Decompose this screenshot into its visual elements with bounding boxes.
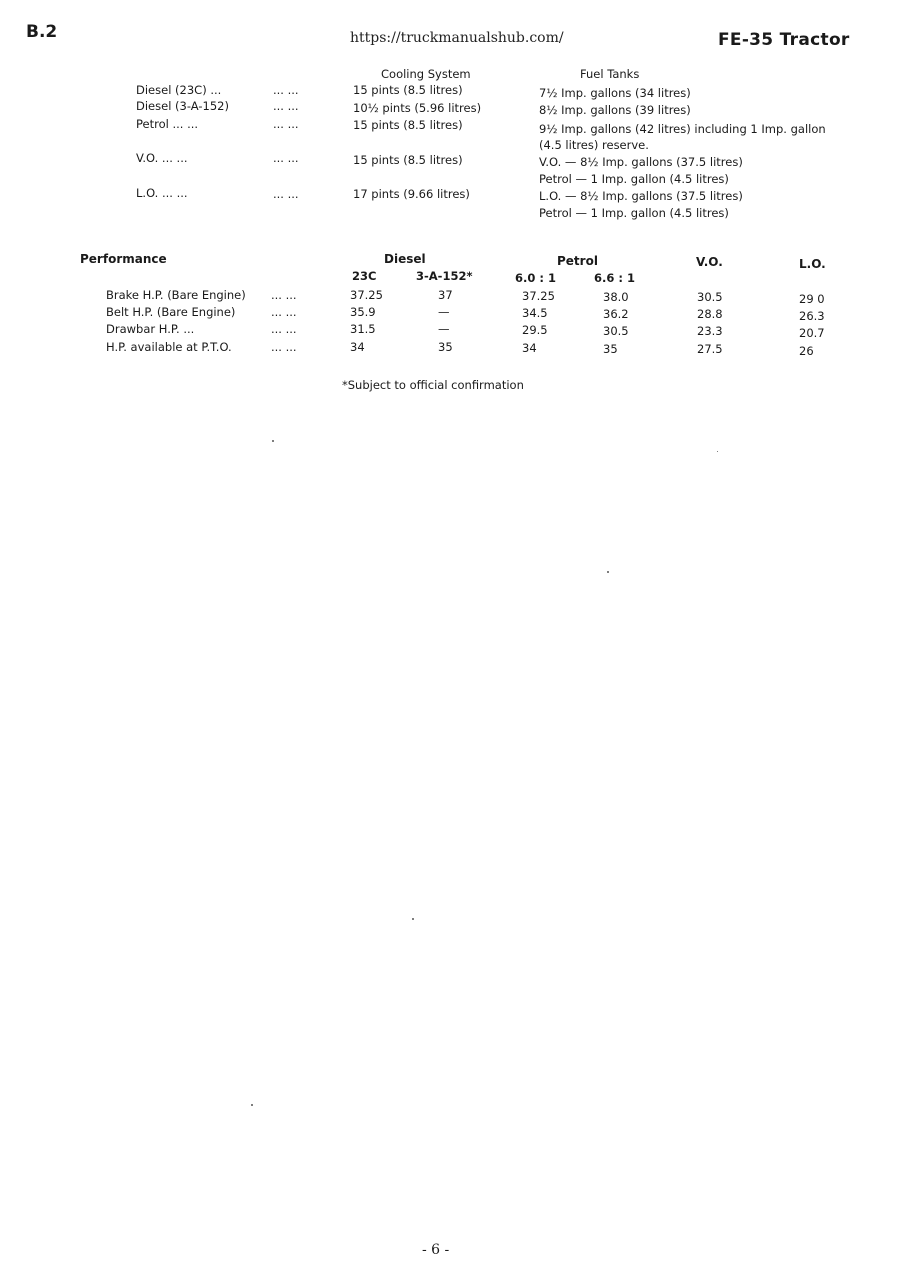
document-title: FE-35 Tractor	[718, 30, 850, 50]
performance-cell: 29 0	[799, 292, 825, 306]
scan-speck	[251, 1104, 253, 1106]
fuel-tanks-heading: Fuel Tanks	[580, 67, 640, 81]
performance-cell: —	[438, 305, 450, 319]
leader-dots: ... ...	[271, 305, 297, 319]
subheader-6-6: 6.6 : 1	[594, 271, 635, 285]
subheader-3a152: 3-A-152*	[416, 269, 473, 283]
group-header-petrol: Petrol	[557, 254, 598, 268]
leader-dots: ... ...	[273, 117, 299, 131]
performance-cell: 38.0	[603, 290, 629, 304]
performance-cell: 27.5	[697, 342, 723, 356]
performance-cell: 29.5	[522, 323, 548, 337]
performance-cell: 35	[603, 342, 618, 356]
performance-cell: 26.3	[799, 309, 825, 323]
leader-dots: ... ...	[273, 151, 299, 165]
scan-speck	[272, 440, 274, 442]
performance-row-label: Belt H.P. (Bare Engine)	[106, 305, 236, 319]
leader-dots: ... ...	[273, 99, 299, 113]
fuel-value: 7½ Imp. gallons (34 litres)	[539, 86, 691, 100]
section-number: B.2	[26, 22, 58, 42]
performance-cell: —	[438, 322, 450, 336]
fuel-value: V.O. — 8½ Imp. gallons (37.5 litres)	[539, 155, 743, 169]
performance-cell: 31.5	[350, 322, 376, 336]
cooling-value: 17 pints (9.66 litres)	[353, 187, 470, 201]
performance-heading: Performance	[80, 252, 167, 266]
capacity-row-label: V.O. ... ...	[136, 151, 188, 165]
performance-cell: 37.25	[522, 289, 555, 303]
performance-cell: 35	[438, 340, 453, 354]
leader-dots: ... ...	[271, 288, 297, 302]
performance-cell: 26	[799, 344, 814, 358]
performance-cell: 20.7	[799, 326, 825, 340]
scan-speck	[412, 918, 414, 920]
capacity-row-label: L.O. ... ...	[136, 186, 188, 200]
performance-cell: 30.5	[697, 290, 723, 304]
performance-cell: 34.5	[522, 306, 548, 320]
performance-row-label: Brake H.P. (Bare Engine)	[106, 288, 246, 302]
group-header-diesel: Diesel	[384, 252, 426, 266]
performance-cell: 30.5	[603, 324, 629, 338]
capacity-row-label: Diesel (3-A-152)	[136, 99, 229, 113]
capacity-row-label: Petrol ... ...	[136, 117, 199, 131]
cooling-value: 15 pints (8.5 litres)	[353, 118, 463, 132]
footnote: *Subject to official confirmation	[342, 378, 524, 392]
leader-dots: ... ...	[271, 322, 297, 336]
performance-row-label: Drawbar H.P. ...	[106, 322, 195, 336]
performance-cell: 23.3	[697, 324, 723, 338]
performance-cell: 36.2	[603, 307, 629, 321]
page-number: - 6 -	[422, 1242, 450, 1258]
fuel-value: 8½ Imp. gallons (39 litres)	[539, 103, 691, 117]
scan-speck	[717, 451, 718, 452]
capacity-row-label: Diesel (23C) ...	[136, 83, 222, 97]
performance-row-label: H.P. available at P.T.O.	[106, 340, 232, 354]
fuel-value-continued: Petrol — 1 Imp. gallon (4.5 litres)	[539, 206, 729, 220]
fuel-value: 9½ Imp. gallons (42 litres) including 1 Imp. gallon	[539, 122, 826, 136]
cooling-value: 10½ pints (5.96 litres)	[353, 101, 482, 115]
fuel-value-continued: (4.5 litres) reserve.	[539, 138, 649, 152]
subheader-23c: 23C	[352, 269, 377, 283]
cooling-value: 15 pints (8.5 litres)	[353, 153, 463, 167]
group-header-lo: L.O.	[799, 257, 826, 271]
performance-cell: 37	[438, 288, 453, 302]
leader-dots: ... ...	[273, 83, 299, 97]
fuel-value: L.O. — 8½ Imp. gallons (37.5 litres)	[539, 189, 743, 203]
cooling-system-heading: Cooling System	[381, 67, 471, 81]
performance-cell: 28.8	[697, 307, 723, 321]
leader-dots: ... ...	[273, 187, 299, 201]
group-header-vo: V.O.	[696, 255, 723, 269]
performance-cell: 37.25	[350, 288, 383, 302]
source-url: https://truckmanualshub.com/	[350, 30, 564, 46]
leader-dots: ... ...	[271, 340, 297, 354]
performance-cell: 35.9	[350, 305, 376, 319]
cooling-value: 15 pints (8.5 litres)	[353, 83, 463, 97]
performance-cell: 34	[350, 340, 365, 354]
subheader-6-0: 6.0 : 1	[515, 271, 556, 285]
performance-cell: 34	[522, 341, 537, 355]
fuel-value-continued: Petrol — 1 Imp. gallon (4.5 litres)	[539, 172, 729, 186]
scan-speck	[607, 571, 609, 573]
